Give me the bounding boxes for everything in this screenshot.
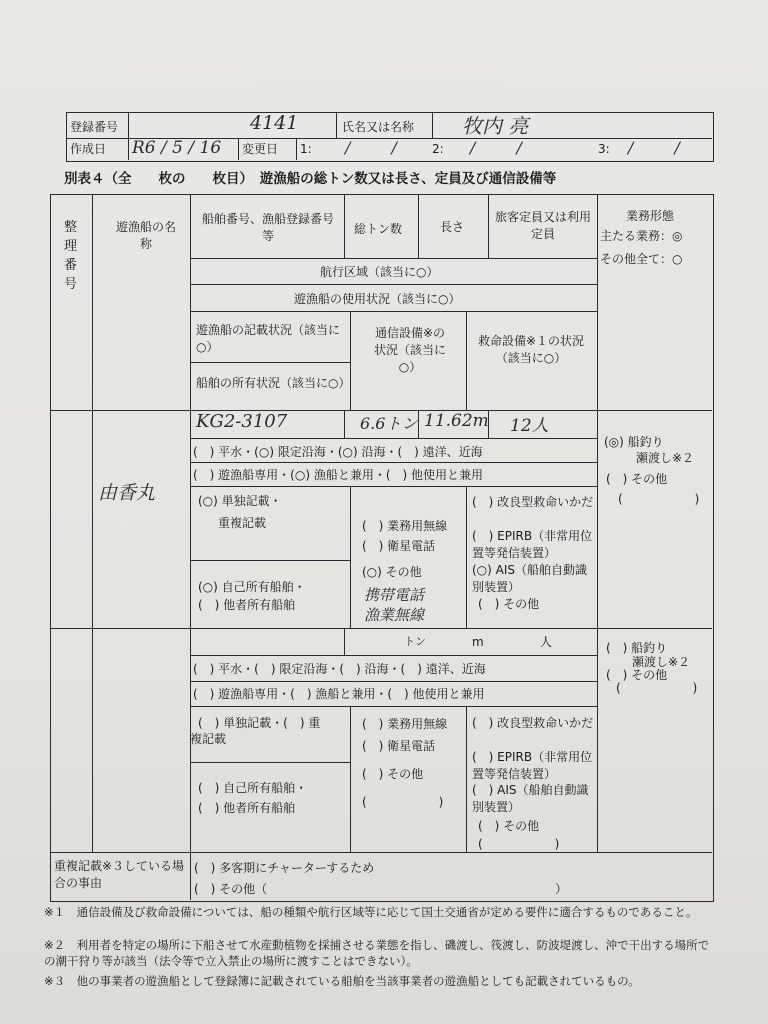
col-v2: [190, 194, 191, 900]
row2-biz-1[interactable]: ( ) 船釣り: [606, 641, 668, 655]
col-capacity: 旅客定員又は利用定員: [494, 210, 591, 241]
row2-usage[interactable]: ( ) 遊漁船専用・( ) 漁船と兼用・( ) 他使用と兼用: [193, 687, 485, 701]
row1-h4: [190, 560, 350, 561]
dup-opt1[interactable]: ( ) 多客期にチャーターするため: [194, 861, 375, 875]
row1-rescue-1[interactable]: ( ) 改良型救命いかだ: [472, 495, 594, 509]
dup-label: 重複記載※３している場合の事由: [54, 859, 185, 890]
row2-own-1[interactable]: ( ) 自己所有船舶・: [198, 781, 308, 795]
col-record: 遊漁船の記載状況（該当に○）: [196, 323, 341, 354]
change-label: 変更日: [242, 142, 279, 156]
hdr-h2: [190, 284, 597, 285]
col-business-main: 主たる業務：◎: [600, 229, 683, 243]
row1-record-2[interactable]: 重複記載: [218, 516, 267, 530]
row1-name[interactable]: 由香丸: [98, 482, 156, 504]
row1-h2: [190, 462, 597, 463]
row2-top: [50, 628, 712, 629]
col-v5: [488, 194, 489, 258]
col-v4: [418, 194, 419, 258]
row1-capacity[interactable]: 12人: [510, 416, 549, 436]
hv2: [336, 112, 337, 138]
row1-biz-2[interactable]: ( ) その他: [606, 472, 668, 486]
col-v6: [597, 194, 598, 852]
row2-comm-3[interactable]: ( ) その他: [362, 767, 424, 781]
row1-v4: [350, 486, 351, 628]
row1-v2: [418, 410, 419, 438]
change3-label: 3:: [598, 142, 610, 156]
change2-value[interactable]: / /: [470, 138, 540, 157]
row2-m-unit: m: [472, 635, 484, 649]
row2-rescue-4[interactable]: ( ) その他: [478, 819, 540, 833]
row2-v3: [466, 706, 467, 852]
hdr-v7: [350, 311, 351, 410]
name-label: 氏名又は名称: [342, 120, 415, 134]
row2-v2: [350, 706, 351, 852]
row2-rescue-1[interactable]: ( ) 改良型救命いかだ: [472, 716, 594, 730]
col-v1: [92, 194, 93, 852]
reg-no-value[interactable]: 4141: [250, 112, 299, 134]
dup-opt2[interactable]: ( ) その他（ ）: [194, 882, 568, 896]
change1-value[interactable]: / /: [345, 138, 415, 157]
col-rescue: 救命設備※１の状況（該当に○）: [477, 334, 585, 365]
col-tonnage: 総トン数: [354, 222, 403, 236]
row2-h2: [190, 681, 597, 682]
col-comm: 通信設備※の状況（該当に○）: [373, 326, 446, 374]
col-usage: 遊漁船の使用状況（該当に○）: [294, 292, 461, 306]
col-vessel-no: 船舶番号、漁船登録番号等: [201, 212, 334, 243]
row1-comm-2[interactable]: ( ) 衛星電話: [362, 539, 436, 553]
row2-record-2[interactable]: 複記載: [190, 732, 227, 746]
note-1: ※１ 通信設備及び救命設備については、船の種類や航行区域等に応じて国土交通省が定める要件に適合するものであること。: [44, 905, 698, 919]
hdr-h1: [190, 258, 597, 259]
hdr-h3: [190, 311, 597, 312]
note-3: ※３ 他の事業者の遊漁船として登録簿に記載されている船舶を当該事業者の遊漁船としても記載されているもの。: [44, 974, 640, 988]
row1-comm-1[interactable]: ( ) 業務用無線: [362, 519, 448, 533]
hv4: [238, 138, 239, 160]
col-business-form: 業務形態: [626, 209, 675, 223]
row1-comm-hw2[interactable]: 漁業無線: [364, 606, 425, 624]
col-ownership: 船舶の所有状況（該当に○）: [196, 376, 351, 390]
row1-own-1[interactable]: (○) 自己所有船舶・: [198, 580, 306, 594]
row1-biz-1b: 瀬渡し※２: [636, 451, 695, 465]
col-name: 遊漁船の名称: [115, 220, 176, 251]
row1-v1: [344, 410, 345, 438]
row2-comm-1[interactable]: ( ) 業務用無線: [362, 717, 448, 731]
row1-v5: [466, 486, 467, 628]
row1-comm-3[interactable]: (○) その他: [362, 565, 422, 579]
row1-own-2[interactable]: ( ) 他者所有船舶: [198, 598, 296, 612]
row1-biz-3[interactable]: ( ): [618, 492, 700, 506]
row1-rescue-2[interactable]: ( ) EPIRB（非常用位置等発信装置）: [472, 529, 593, 560]
col-length: 長さ: [440, 220, 465, 234]
row1-biz-1[interactable]: (◎) 船釣り: [604, 435, 664, 449]
row1-rescue-4[interactable]: ( ) その他: [478, 597, 540, 611]
row1-record-1[interactable]: (○) 単独記載・: [198, 494, 282, 508]
row1-vessel-no[interactable]: KG2-3107: [196, 411, 288, 432]
hv3: [432, 112, 433, 138]
row2-comm-4[interactable]: ( ): [362, 795, 444, 809]
row2-area[interactable]: ( ) 平水・( ) 限定沿海・( ) 沿海・( ) 遠洋、近海: [193, 662, 486, 676]
hdr-h4: [190, 362, 350, 363]
row2-h4: [190, 762, 350, 763]
change3-value[interactable]: / /: [628, 138, 698, 157]
row2-comm-2[interactable]: ( ) 衛星電話: [362, 739, 436, 753]
row2-biz-1b: 瀬渡し※２: [632, 655, 691, 669]
row2-own-2[interactable]: ( ) 他者所有船舶: [198, 801, 296, 815]
row2-record-1[interactable]: ( ) 単独記載・( ) 重: [198, 716, 321, 730]
row2-rescue-2[interactable]: ( ) EPIRB（非常用位置等発信装置）: [472, 750, 593, 781]
row2-person-unit: 人: [540, 635, 553, 649]
col-v3: [344, 194, 345, 258]
row2-h1: [190, 655, 597, 656]
row1-usage[interactable]: ( ) 遊漁船専用・(○) 漁船と兼用・( ) 他使用と兼用: [193, 468, 484, 482]
row1-h3: [190, 486, 597, 487]
row1-rescue-3[interactable]: (○) AIS（船舶自動識別装置）: [472, 563, 588, 594]
row2-biz-3[interactable]: ( ): [616, 681, 698, 695]
reg-no-label: 登録番号: [70, 120, 119, 134]
row2-rescue-3[interactable]: ( ) AIS（船舶自動識別装置）: [472, 783, 589, 814]
dup-top: [50, 852, 712, 853]
row2-h3: [190, 706, 597, 707]
row1-length[interactable]: 11.62m: [424, 411, 489, 431]
form-title: 別表４（全 枚の 枚目） 遊漁船の総トン数又は長さ、定員及び通信設備等: [64, 171, 557, 187]
hv1: [128, 112, 129, 160]
row2-ton-unit: トン: [404, 635, 426, 648]
row2-rescue-5[interactable]: ( ): [478, 837, 560, 851]
col-area: 航行区域（該当に○）: [320, 265, 439, 279]
date-label: 作成日: [70, 142, 107, 156]
col-seiri: 整理番号: [64, 220, 78, 292]
change2-label: 2:: [432, 142, 444, 156]
change1-label: 1:: [300, 142, 312, 156]
row1-comm-hw1[interactable]: 携帯電話: [364, 586, 425, 604]
date-value[interactable]: R6 / 5 / 16: [132, 138, 222, 158]
row1-h1: [190, 438, 597, 439]
note-2: ※２ 利用者を特定の場所に下船させて水産動植物を採捕させる業態を指し、磯渡し、筏渡し、防波堤渡し、沖で干出する場所での潮干狩り等が該当（法令等で立入禁止の場所に渡すことはできない）。: [44, 938, 710, 968]
hdr-v8: [466, 311, 467, 410]
row2-v1: [344, 628, 345, 655]
name-value[interactable]: 牧内 亮: [462, 114, 529, 138]
row2-biz-2[interactable]: ( ) その他: [606, 668, 668, 682]
hv5: [296, 138, 297, 160]
row1-area[interactable]: ( ) 平水・(○) 限定沿海・(○) 沿海・( ) 遠洋、近海: [193, 445, 483, 459]
col-business-other: その他全て：○: [600, 252, 683, 266]
row1-tonnage[interactable]: 6.6トン: [360, 414, 418, 433]
